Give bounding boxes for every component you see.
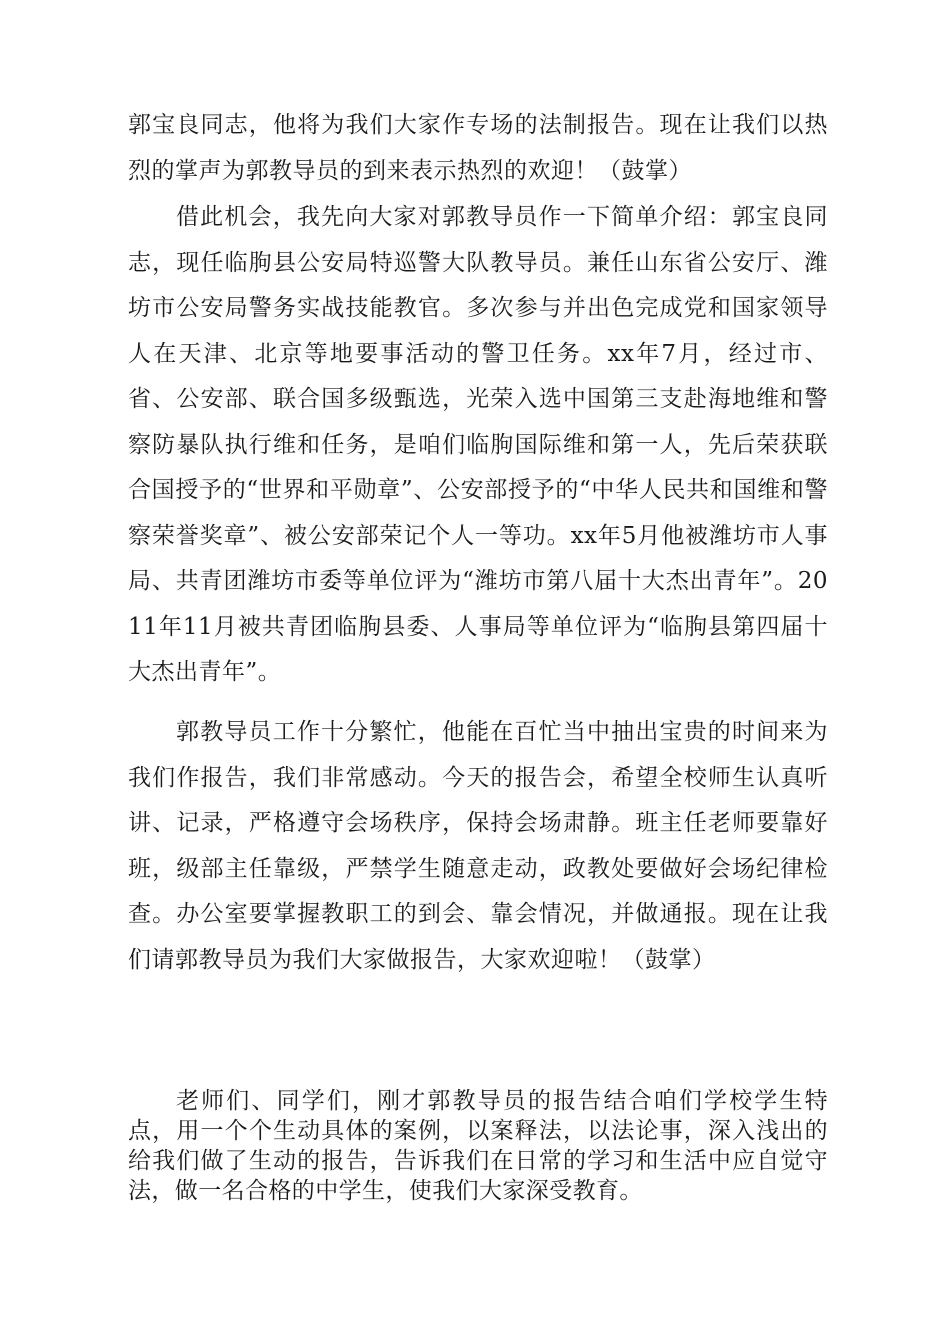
paragraph-closing-remarks: 老师们、同学们，刚才郭教导员的报告结合咱们学校学生特点，用一个个生动具体的案例，以案释法，以法论事，深入浅出的给我们做了生动的报告，告诉我们在日常的学习和生活中应自觉守法，做一名合格的中学生，使我们大家深受教育。 (128, 1088, 828, 1204)
paragraph-introduction: 借此机会，我先向大家对郭教导员作一下简单介绍：郭宝良同志，现任临朐县公安局特巡警大队教导员。兼任山东省公安厅、潍坊市公安局警务实战技能教官。多次参与并出色完成党和国家领导人在天津、北京等地要事活动的警卫任务。xx年7月，经过市、省、公安部、联合国多级甄选，光荣入选中国第三支赴海地维和警察防暴队执行维和任务，是咱们临朐国际维和第一人，先后荣获联合国授予的“世界和平勋章”、公安部授予的“中华人民共和国维和警察荣誉奖章”、被公安部荣记个人一等功。xx年5月他被潍坊市人事局、共青团潍坊市委等单位评为“潍坊市第八届十大杰出青年”。2011年11月被共青团临朐县委、人事局等单位评为“临朐县第四届十大杰出青年”。 (128, 204, 828, 685)
paragraph-meeting-requirements: 郭教导员工作十分繁忙，他能在百忙当中抽出宝贵的时间来为我们作报告，我们非常感动。今天的报告会，希望全校师生认真听讲、记录，严格遵守会场秩序，保持会场肃静。班主任老师要靠好班，级部主任靠级，严禁学生随意走动，政教处要做好会场纪律检查。办公室要掌握教职工的到会、靠会情况，并做通报。现在让我们请郭教导员为我们大家做报告，大家欢迎啦！（鼓掌） (128, 719, 828, 973)
paragraph-welcome-continuation: 郭宝良同志，他将为我们大家作专场的法制报告。现在让我们以热烈的掌声为郭教导员的到来表示热烈的欢迎！（鼓掌） (128, 112, 828, 184)
